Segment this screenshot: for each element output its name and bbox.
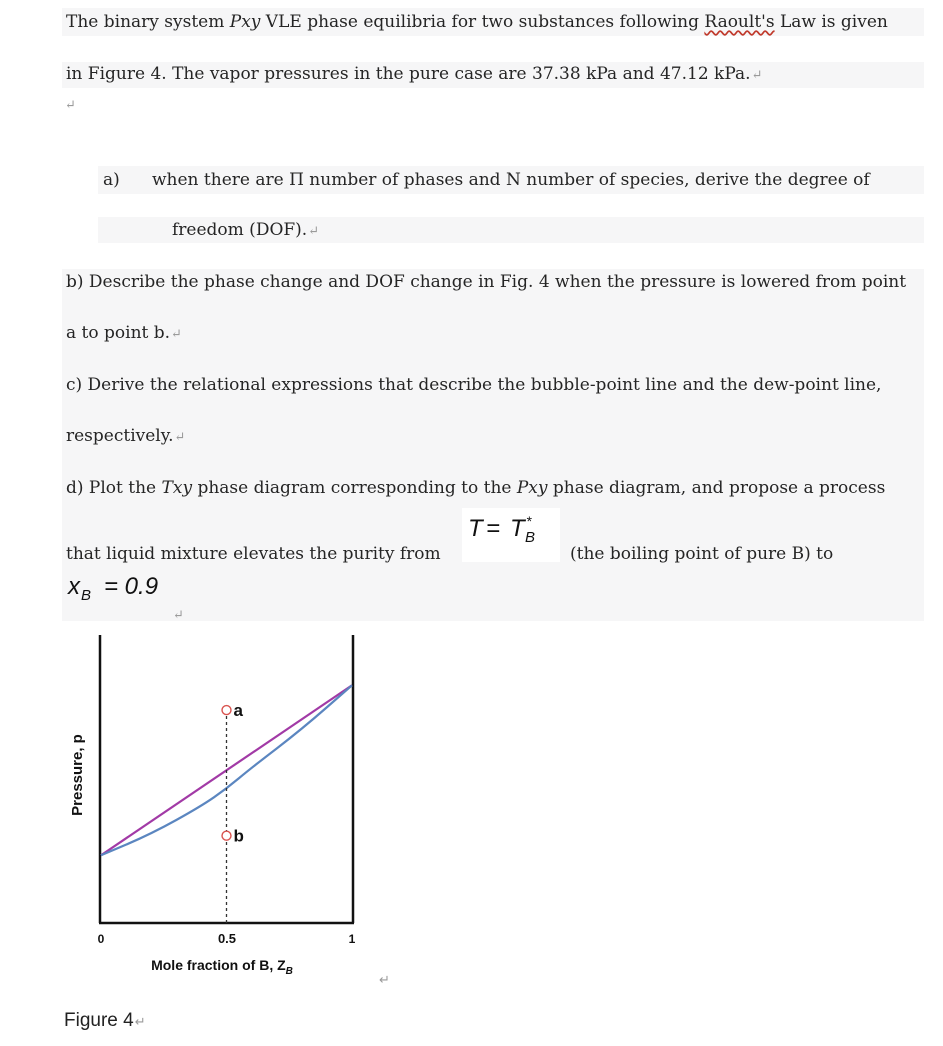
y-axis-label: Pressure, p [69,734,86,816]
figure-caption-text: Figure 4 [64,1010,134,1031]
question-d-text-3: phase diagram, and propose a process [547,478,886,498]
xb-sub: B [81,587,92,604]
question-a-label-text: a) [103,170,120,190]
pxy-math: Pxy [229,12,261,32]
equation-equals: = [486,515,501,542]
question-d-text-5: (the boiling point of pure B) to [570,544,834,564]
x-axis-label-sub: B [285,966,293,977]
question-b-text: b) Describe the phase change and DOF change in Fig. 4 when the pressure is lowered from point [66,272,907,292]
intro-text-line2: in Figure 4. The vapor pressures in the pure case are 37.38 kPa and 47.12 kPa. [66,64,751,84]
paragraph-mark: ↵ [134,1014,146,1029]
x-tick-0-5: 0.5 [217,931,237,946]
raoult-word: Raoult's [704,12,775,32]
paragraph-mark: ↵ [308,224,320,239]
question-d-text-2: phase diagram corresponding to the [192,478,517,498]
intro-text-2: VLE phase equilibria for two substances following [260,12,705,32]
question-c-text-2: respectively. [66,426,174,446]
paragraph-mark: ↵ [751,68,763,83]
equation-lhs: T [468,515,483,542]
x-tick-1: 1 [348,932,356,946]
paragraph-mark: ↵ [65,98,76,113]
point-b-label: b [233,826,244,846]
xb-value: = 0.9 [104,573,159,600]
point-a-label: a [233,701,243,721]
equation-star: * [526,513,532,529]
intro-text-3: Law is given [774,12,888,32]
figure-caption [64,1010,146,1032]
point-layer [222,701,244,923]
paragraph-mark: ↵ [174,430,186,445]
intro-text: The binary system [66,12,230,32]
paragraph-mark: ↵ [171,327,182,342]
figure-paragraph-mark: ↵ [379,972,390,987]
equation-sub: B [525,529,536,546]
equation-rhs: T [510,515,525,542]
xb-x: x [68,573,80,600]
question-a-text-2: freedom (DOF). [172,220,308,240]
question-a-text: when there are Π number of phases and N number of species, derive the degree of [152,170,870,190]
question-c-text: c) Derive the relational expressions that describe the bubble-point line and the dew-point line, [66,375,882,395]
x-axis-label-text: Mole fraction of B, Z [151,957,286,973]
txy-math: Txy [161,478,193,498]
pxy-math-2: Pxy [516,478,548,498]
question-d-text-4: that liquid mixture elevates the purity from [66,544,441,564]
point-a-marker [222,706,231,715]
x-tick-0: 0 [97,932,105,946]
x-axis-label [151,957,293,977]
question-b-text-2: a to point b. [66,323,171,343]
point-b-marker [222,831,231,840]
question-d-text: d) Plot the [66,478,162,498]
paragraph-mark: ↵ [173,608,184,623]
